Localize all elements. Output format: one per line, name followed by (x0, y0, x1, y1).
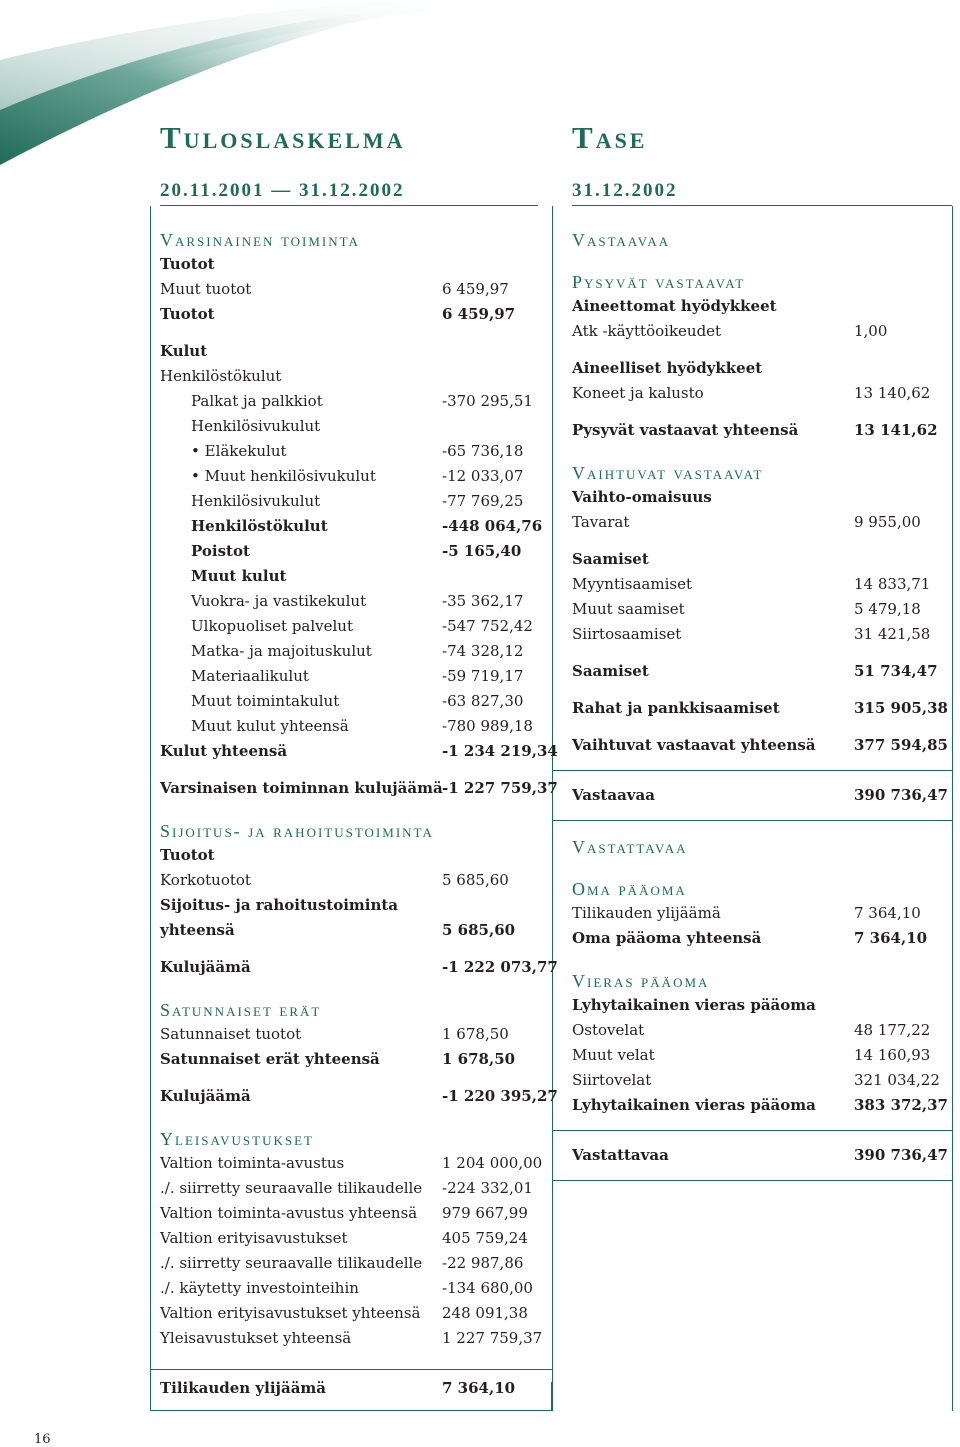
statement-row (572, 418, 954, 443)
row-label: Valtion erityisavustukset yhteensä (160, 1304, 421, 1322)
statement-row (160, 1084, 558, 1109)
statement-row (572, 1068, 954, 1093)
row-value: -370 295,51 (442, 392, 533, 410)
row-value: -1 220 395,27 (442, 1087, 558, 1105)
statement-row (160, 868, 550, 893)
row-label: Rahat ja pankkisaamiset (572, 699, 780, 717)
row-label: Vaihto-omaisuus (572, 488, 712, 506)
statement-row (160, 514, 550, 539)
row-value: 390 736,47 (854, 1146, 948, 1164)
spacer (572, 721, 954, 733)
row-value: 1 204 000,00 (442, 1154, 543, 1172)
row-label: Satunnaiset erät yhteensä (160, 1050, 380, 1068)
statement-row (160, 689, 550, 714)
row-value: 51 734,47 (854, 662, 938, 680)
statement-row (572, 1093, 954, 1118)
statement-row (160, 389, 550, 414)
spacer (572, 443, 954, 461)
row-value: 13 141,62 (854, 421, 938, 439)
row-value: -547 752,42 (442, 617, 533, 635)
final-row (160, 1376, 550, 1401)
statement-row (572, 926, 954, 951)
statement-row (160, 1151, 550, 1176)
statement-row (160, 1276, 550, 1301)
row-value: -65 736,18 (442, 442, 524, 460)
row-label: Pysyvät vastaavat yhteensä (572, 421, 799, 439)
statement-row (160, 843, 550, 868)
row-value: 315 905,38 (854, 699, 948, 717)
row-value: 48 177,22 (854, 1021, 931, 1039)
row-value: -1 222 073,77 (442, 958, 558, 976)
spacer (160, 327, 550, 339)
statement-row (572, 901, 954, 926)
row-label: Lyhytaikainen vieras pääoma (572, 1096, 816, 1114)
row-label: Ostovelat (572, 1021, 645, 1039)
spacer (160, 801, 550, 819)
row-value: -224 332,01 (442, 1179, 533, 1197)
section-heading: Sijoitus- ja rahoitustoiminta (160, 821, 434, 841)
row-label: Valtion toiminta-avustus (160, 1154, 345, 1172)
spacer (572, 344, 954, 356)
row-value: 1 227 759,37 (442, 1329, 543, 1347)
row-label: Muut toimintakulut (191, 692, 340, 710)
row-label: Tuotot (160, 846, 215, 864)
final-separator (150, 1369, 552, 1370)
statement-row (160, 776, 558, 801)
row-label: ./. siirretty seuraavalle tilikaudelle (160, 1254, 423, 1272)
statement-row (572, 485, 954, 510)
row-value: 31 421,58 (854, 625, 931, 643)
spacer (160, 943, 550, 955)
row-label: Poistot (191, 542, 250, 560)
section-heading: Varsinainen toiminta (160, 230, 360, 250)
balance-sheet-date: 31.12.2002 (572, 180, 678, 201)
row-label: Satunnaiset tuotot (160, 1025, 302, 1043)
statement-row (160, 277, 550, 302)
balance-sheet (572, 228, 954, 1181)
row-label: Koneet ja kalusto (572, 384, 704, 402)
statement-row (160, 639, 550, 664)
row-label: Varsinaisen toiminnan kulujäämä (160, 779, 443, 797)
statement-row (160, 564, 550, 589)
date-underline (572, 205, 952, 206)
row-value: 7 364,10 (442, 1379, 516, 1397)
statement-row (160, 364, 550, 389)
row-value: 14 160,93 (854, 1046, 931, 1064)
total-separator (552, 770, 953, 771)
statement-row (160, 252, 550, 277)
row-label: Aineettomat hyödykkeet (572, 297, 777, 315)
total-separator (552, 820, 953, 821)
section-heading: Vaihtuvat vastaavat (572, 463, 764, 483)
statement-row (572, 381, 954, 406)
row-value: -134 680,00 (442, 1279, 533, 1297)
row-label: Oma pääoma yhteensä (572, 929, 762, 947)
statement-row (572, 993, 954, 1018)
statement-row (160, 1022, 550, 1047)
row-label: Muut tuotot (160, 280, 252, 298)
row-value: -12 033,07 (442, 467, 524, 485)
statement-row (572, 696, 954, 721)
row-value: 5 685,60 (442, 871, 509, 889)
row-value: -22 987,86 (442, 1254, 524, 1272)
statement-row (160, 302, 550, 327)
row-value: 14 833,71 (854, 575, 931, 593)
row-label: Tavarat (572, 513, 630, 531)
spacer (160, 1072, 550, 1084)
section-heading: Vastaavaa (572, 230, 671, 250)
row-label: Muut kulut yhteensä (191, 717, 349, 735)
row-label: Kulujäämä (160, 1087, 251, 1105)
section-heading: Vastattavaa (572, 837, 688, 857)
row-value: 1 678,50 (442, 1025, 509, 1043)
statement-row (160, 1047, 550, 1072)
row-value: 7 364,10 (854, 904, 921, 922)
row-value: 1,00 (854, 322, 888, 340)
statement-row (160, 1326, 550, 1351)
row-label: Kulut yhteensä (160, 742, 288, 760)
row-value: 405 759,24 (442, 1229, 528, 1247)
row-value: -448 064,76 (442, 517, 543, 535)
row-value: 383 372,37 (854, 1096, 948, 1114)
row-label: • Muut henkilösivukulut (191, 467, 376, 485)
row-label: Valtion toiminta-avustus yhteensä (160, 1204, 418, 1222)
statement-row (160, 893, 550, 918)
frame-line (150, 206, 151, 1411)
row-value: -35 362,17 (442, 592, 524, 610)
frame-line (552, 206, 553, 1411)
frame-line (150, 1410, 552, 1411)
statement-row (572, 659, 954, 684)
section-heading: Yleisavustukset (160, 1129, 314, 1149)
section-heading: Oma pääoma (572, 879, 687, 899)
income-statement-title: Tuloslaskelma (160, 120, 406, 155)
statement-row (572, 547, 954, 572)
row-label: Vuokra- ja vastikekulut (191, 592, 367, 610)
statement-row (160, 414, 550, 439)
row-label: Siirtovelat (572, 1071, 652, 1089)
row-label: Myyntisaamiset (572, 575, 692, 593)
row-label: Henkilöstökulut (160, 367, 282, 385)
spacer (572, 951, 954, 969)
statement-row (160, 1301, 550, 1326)
row-label: Henkilösivukulut (191, 417, 321, 435)
total-row (572, 783, 954, 808)
row-value: -77 769,25 (442, 492, 524, 510)
statement-row (572, 1018, 954, 1043)
statement-row (572, 622, 954, 647)
spacer (160, 1109, 550, 1127)
row-value: 979 667,99 (442, 1204, 528, 1222)
row-label: Valtion erityisavustukset (160, 1229, 348, 1247)
section-heading: Pysyvät vastaavat (572, 272, 746, 292)
statement-row (160, 589, 550, 614)
statement-row (160, 1226, 550, 1251)
row-value: 5 479,18 (854, 600, 921, 618)
section-heading: Satunnaiset erät (160, 1000, 322, 1020)
row-label: Siirtosaamiset (572, 625, 682, 643)
statement-row (160, 739, 558, 764)
section-heading: Vieras pääoma (572, 971, 710, 991)
balance-sheet-title: Tase (572, 120, 648, 155)
row-label: Kulut (160, 342, 208, 360)
spacer (572, 406, 954, 418)
total-row (572, 1143, 954, 1168)
row-label: Vastaavaa (572, 786, 655, 804)
row-label: Muut kulut (191, 567, 287, 585)
row-label: Sijoitus- ja rahoitustoiminta (160, 896, 399, 914)
statement-row (572, 510, 954, 535)
row-label: Henkilöstökulut (191, 517, 328, 535)
statement-row (572, 319, 954, 344)
row-label: Materiaalikulut (191, 667, 309, 685)
row-label: Palkat ja palkkiot (191, 392, 323, 410)
row-label: Muut velat (572, 1046, 655, 1064)
row-label: Ulkopuoliset palvelut (191, 617, 353, 635)
income-statement (160, 228, 558, 1401)
statement-row (160, 614, 550, 639)
row-value: -1 234 219,34 (442, 742, 558, 760)
row-value: 6 459,97 (442, 305, 516, 323)
total-separator (552, 1180, 953, 1181)
statement-row (160, 489, 550, 514)
row-label: Henkilösivukulut (191, 492, 321, 510)
row-value: -1 227 759,37 (442, 779, 558, 797)
page-number: 16 (34, 1432, 51, 1447)
row-label: Aineelliset hyödykkeet (572, 359, 763, 377)
row-label: Muut saamiset (572, 600, 685, 618)
row-label: Atk -käyttöoikeudet (572, 322, 722, 340)
row-value: -5 165,40 (442, 542, 522, 560)
total-separator (552, 1130, 953, 1131)
row-value: 248 091,38 (442, 1304, 528, 1322)
row-label: yhteensä (160, 921, 235, 939)
row-value: 7 364,10 (854, 929, 928, 947)
statement-row (572, 733, 954, 758)
row-label: Yleisavustukset yhteensä (160, 1329, 352, 1347)
spacer (160, 764, 550, 776)
statement-row (572, 1043, 954, 1068)
row-label: Vastattavaa (572, 1146, 669, 1164)
statement-row (572, 294, 954, 319)
statement-row (160, 714, 550, 739)
spacer (572, 684, 954, 696)
statement-row (160, 439, 550, 464)
row-value: -74 328,12 (442, 642, 524, 660)
row-label: • Eläkekulut (191, 442, 287, 460)
row-value: 377 594,85 (854, 736, 948, 754)
row-label: Tilikauden ylijäämä (572, 904, 721, 922)
spacer (572, 535, 954, 547)
statement-row (160, 464, 550, 489)
statement-row (572, 597, 954, 622)
period-underline (160, 205, 538, 206)
row-value: 1 678,50 (442, 1050, 516, 1068)
row-label: Tuotot (160, 305, 215, 323)
row-value: 9 955,00 (854, 513, 921, 531)
statement-row (160, 664, 550, 689)
row-label: Saamiset (572, 662, 649, 680)
row-value: -59 719,17 (442, 667, 524, 685)
row-value: 321 034,22 (854, 1071, 940, 1089)
spacer (160, 980, 550, 998)
row-label: ./. siirretty seuraavalle tilikaudelle (160, 1179, 423, 1197)
row-value: 5 685,60 (442, 921, 516, 939)
row-value: 390 736,47 (854, 786, 948, 804)
row-label: ./. käytetty investointeihin (160, 1279, 359, 1297)
row-value: -780 989,18 (442, 717, 533, 735)
statement-row (572, 572, 954, 597)
statement-row (160, 918, 550, 943)
income-statement-period: 20.11.2001 — 31.12.2002 (160, 180, 405, 201)
statement-row (160, 339, 550, 364)
statement-row (160, 1176, 550, 1201)
row-label: Matka- ja majoituskulut (191, 642, 372, 660)
spacer (572, 647, 954, 659)
statement-row (160, 1251, 550, 1276)
statement-row (160, 539, 550, 564)
row-label: Lyhytaikainen vieras pääoma (572, 996, 816, 1014)
row-label: Korkotuotot (160, 871, 251, 889)
row-value: -63 827,30 (442, 692, 524, 710)
row-label: Tilikauden ylijäämä (160, 1379, 327, 1397)
row-value: 6 459,97 (442, 280, 509, 298)
row-label: Saamiset (572, 550, 649, 568)
row-label: Kulujäämä (160, 958, 251, 976)
row-label: Tuotot (160, 255, 215, 273)
statement-row (160, 1201, 550, 1226)
row-label: Vaihtuvat vastaavat yhteensä (572, 736, 816, 754)
row-value: 13 140,62 (854, 384, 931, 402)
statement-row (160, 955, 558, 980)
statement-row (572, 356, 954, 381)
